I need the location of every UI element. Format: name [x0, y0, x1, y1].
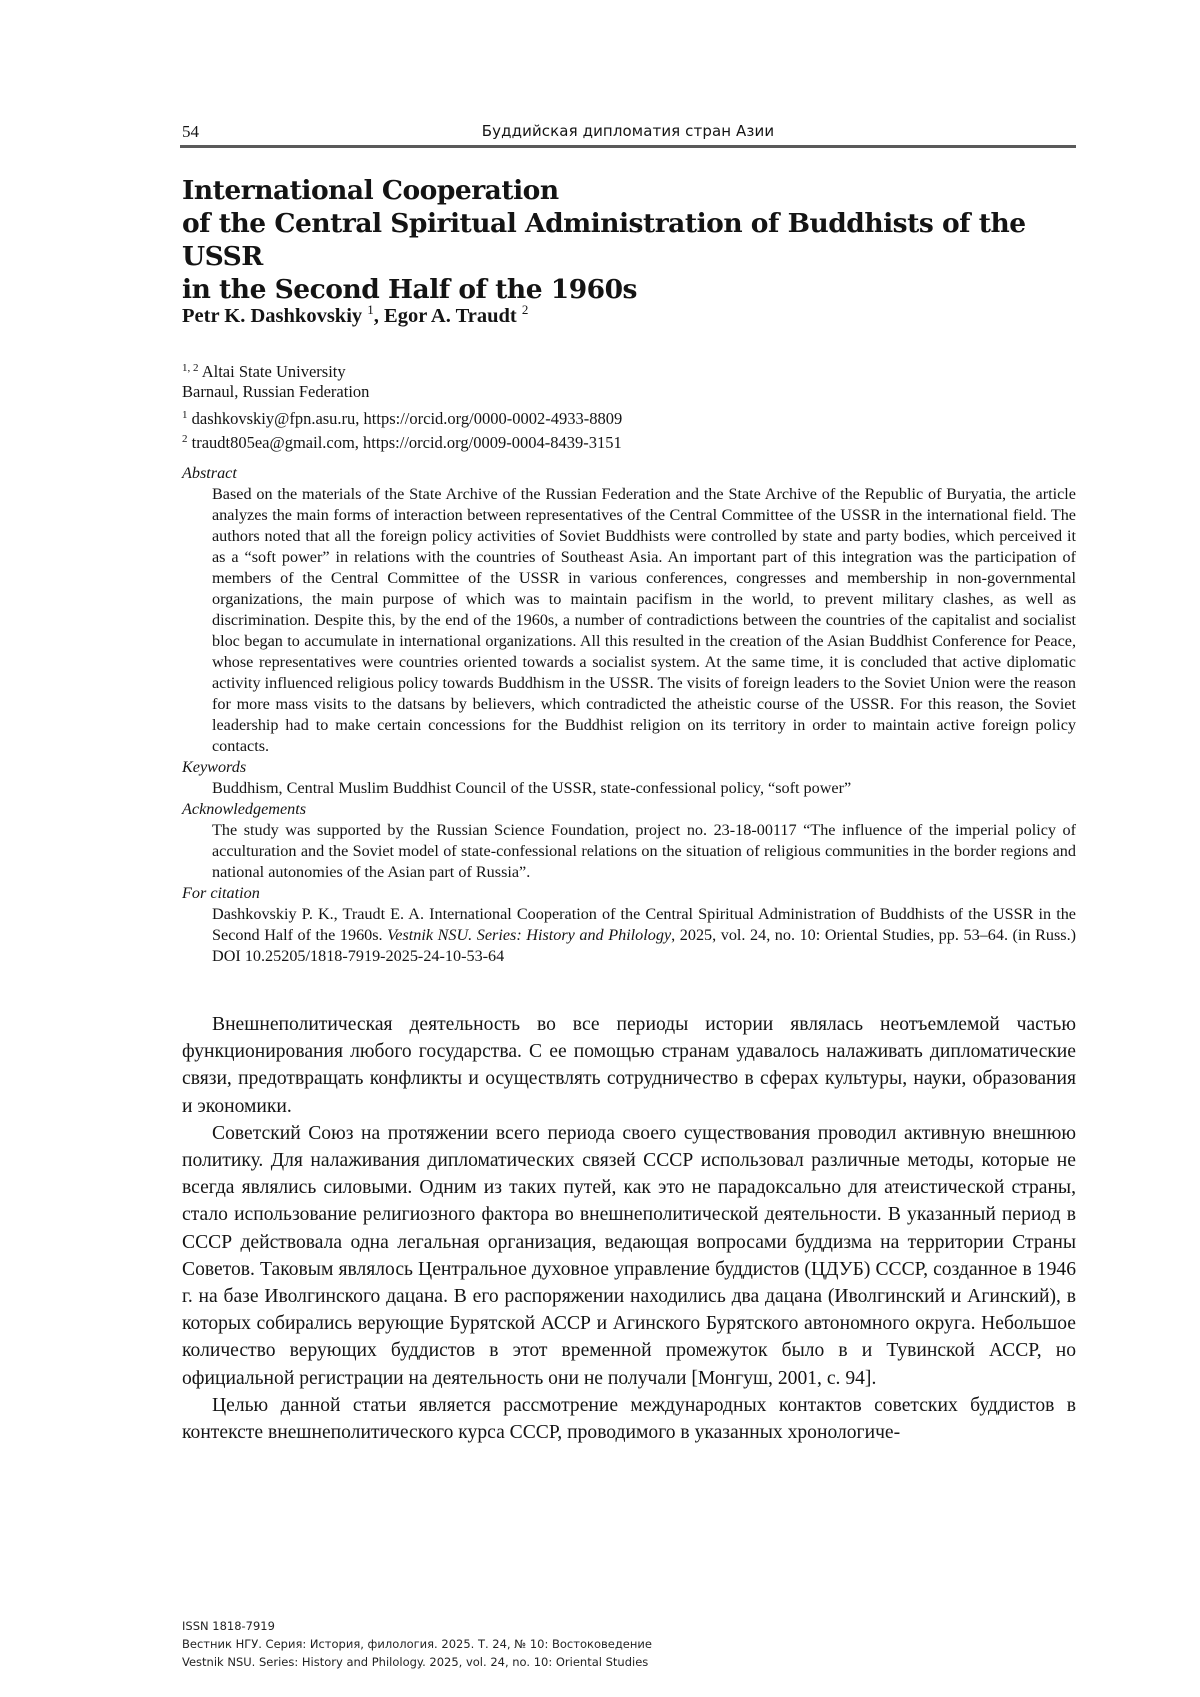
page-number: 54	[182, 122, 199, 141]
contact-mark: 1	[182, 409, 188, 421]
citation-authors-title: Dashkovskiy P. K., Traudt E. A. International Cooperation of the Central Spiritual Administration of Buddhists of the USSR in the Second Half of the 1960s.	[212, 905, 1076, 944]
article-title	[182, 174, 1072, 306]
author-contacts	[182, 405, 622, 453]
acknowledgements-label: Acknowledgements	[182, 800, 307, 818]
contact-line	[182, 429, 622, 453]
page-footer	[182, 1617, 652, 1671]
author-name: Petr K. Dashkovskiy	[182, 305, 363, 327]
author-affiliation-mark: 2	[521, 302, 529, 317]
citation-label: For citation	[182, 884, 260, 902]
footer-issn: ISSN 1818-7919	[182, 1619, 275, 1633]
title-line: of the Central Spiritual Administration of Buddhists of the USSR	[182, 208, 1026, 272]
keywords-text: Buddhism, Central Muslim Buddhist Council of the USSR, state-confessional policy, “soft power”	[212, 779, 852, 797]
contact-email-orcid[interactable]: traudt805ea@gmail.com, https://orcid.org/0009-0004-8439-3151	[191, 433, 622, 452]
author-name: Egor A. Traudt	[384, 305, 517, 327]
keywords-label: Keywords	[182, 758, 247, 776]
body-paragraph: Советский Союз на протяжении всего периода своего существования проводил активную внешнюю политику. Для налаживания дипломатических связей СССР использовал различные методы, которые не всегда являлись силовыми. Одним из таких путей, как это не парадоксально для атеистической страны, стало использование религиозного фактора во внешнеполитической деятельности. В указанный период в СССР действовала одна легальная организация, ведающая вопросами буддизма на территории Страны Советов. Таковым являлось Центральное духовное управление буддистов (ЦДУБ) СССР, созданное в 1946 г. на базе Иволгинского дацана. В его распоряжении находились два дацана (Иволгинский и Агинский), в которых собирались верующие Бурятской АССР и Агинского Бурятского автономного округа. Небольшое количество верующих буддистов в этот временной промежуток было в и Тувинской АССР, но официальной регистрации на деятельность они не получали [Монгуш, 2001, с. 94].	[182, 1122, 1076, 1389]
affiliation-mark: 1, 2	[182, 362, 199, 374]
author-affiliation-mark: 1	[367, 302, 374, 317]
body-paragraph: Внешнеполитическая деятельность во все периоды истории являлась неотъемлемой частью функционирования любого государства. С ее помощью странам удавалось налаживать дипломатические связи, предотвращать конфликты и осуществлять сотрудничество в сферах культуры, науки, образования и экономики.	[182, 1014, 1076, 1117]
header-divider	[180, 145, 1076, 148]
body-paragraph: Целью данной статьи является рассмотрение международных контактов советских буддистов в контексте внешнеполитического курса СССР, проводимого в указанных хронологиче-	[182, 1394, 1076, 1444]
contact-email-orcid[interactable]: dashkovskiy@fpn.asu.ru, https://orcid.org/0000-0002-4933-8809	[191, 409, 623, 428]
title-line: International Cooperation	[182, 175, 559, 206]
footer-journal-en: Vestnik NSU. Series: History and Philology. 2025, vol. 24, no. 10: Oriental Studies	[182, 1655, 649, 1669]
contact-line	[182, 405, 622, 429]
contact-mark: 2	[182, 433, 188, 445]
affiliation	[182, 358, 369, 402]
citation-journal: Vestnik NSU. Series: History and Philology	[387, 926, 672, 944]
title-line: in the Second Half of the 1960s	[182, 274, 637, 305]
footer-journal-ru: Вестник НГУ. Серия: История, филология. 2025. Т. 24, № 10: Востоковедение	[182, 1637, 652, 1651]
front-matter	[182, 463, 1076, 967]
author-separator: ,	[373, 305, 385, 327]
citation-text	[212, 904, 1076, 967]
citation-details: , 2025, vol. 24, no. 10: Oriental Studies, pp. 53–64. (in Russ.) DOI 10.25205/1818-7919-2025-24-10-53-64	[212, 926, 1077, 965]
abstract-label: Abstract	[182, 464, 237, 482]
article-body	[182, 1011, 1076, 1446]
acknowledgements-text: The study was supported by the Russian Science Foundation, project no. 23-18-00117 “The influence of the imperial policy of acculturation and the Soviet model of state-confessional relations on the situation of religious communities in the border regions and national autonomies of the Asian part of Russia”.	[212, 821, 1076, 881]
abstract-text: Based on the materials of the State Archive of the Russian Federation and the State Archive of the Republic of Buryatia, the article analyzes the main forms of interaction between representatives of the Central Committee of the USSR in the international field. The authors noted that all the foreign policy activities of Soviet Buddhists were controlled by state and party bodies, which perceived it as a “soft power” in relations with the countries of Southeast Asia. An important part of this integration was the participation of members of the Central Committee of the USSR in various conferences, congresses and membership in non-governmental organizations, the main purpose of which was to maintain pacifism in the world, to prevent military clashes, as well as discrimination. Despite this, by the end of the 1960s, a number of contradictions between the countries of the capitalist and socialist bloc began to accumulate in international organizations. All this resulted in the creation of the Asian Buddhist Conference for Peace, whose representatives were countries oriented towards a socialist system. At the same time, it is concluded that active diplomatic activity influenced religious policy towards Buddhism in the USSR. The visits of foreign leaders to the Soviet Union were the reason for more mass visits to the datsans by believers, which contradicted the atheistic course of the USSR. For this reason, the Soviet leadership had to make certain concessions for the Buddhist religion on its territory in order to maintain active foreign policy contacts.	[212, 485, 1076, 755]
affiliation-university: Altai State University	[201, 362, 346, 381]
running-title: Буддийская дипломатия стран Азии	[481, 122, 775, 140]
affiliation-city: Barnaul, Russian Federation	[182, 382, 370, 401]
authors	[182, 302, 528, 328]
